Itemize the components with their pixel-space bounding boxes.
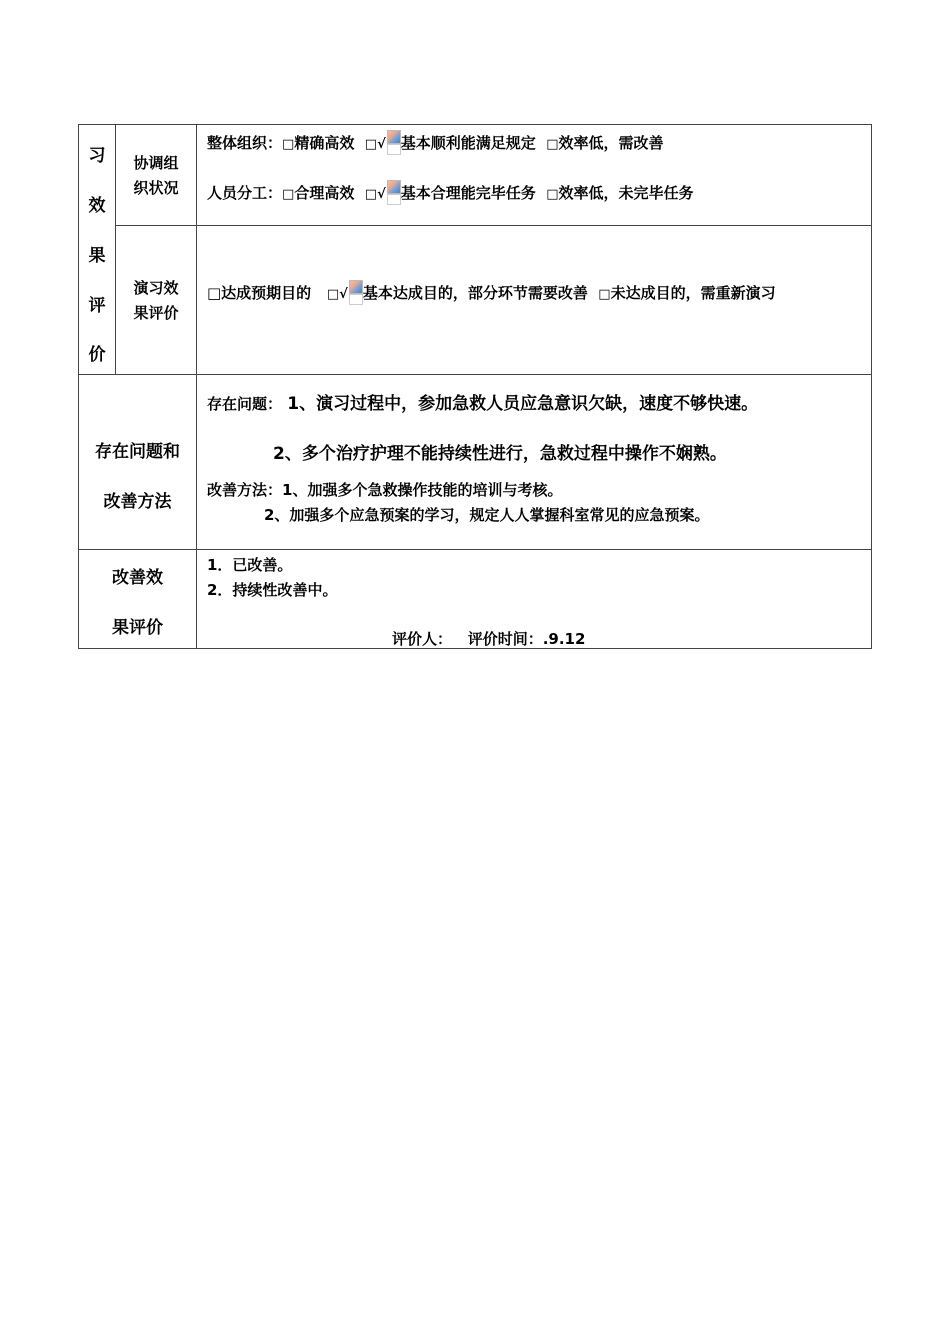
label-line: 织状况 — [133, 179, 179, 197]
staffing-row — [207, 180, 694, 204]
evaluator-line — [392, 628, 585, 649]
drill-effect-row — [207, 280, 776, 304]
evaluation-table — [78, 124, 872, 649]
option-label: 基本达成目的，部分环节需要改善 — [362, 284, 588, 302]
checkbox[interactable]: □ — [598, 287, 611, 302]
label-line: 果评价 — [133, 304, 179, 322]
option-label[interactable]: □达成预期目的 — [207, 284, 312, 302]
checkbox-checked[interactable]: □√ — [326, 287, 348, 302]
problem-line-1 — [207, 389, 758, 414]
row-prefix: 人员分工： — [207, 184, 283, 202]
problems-label — [79, 427, 196, 527]
broken-image-icon — [349, 280, 362, 304]
checkbox[interactable]: □ — [546, 187, 559, 202]
divider — [79, 549, 872, 550]
label-line: 改善效 — [112, 568, 163, 588]
drill-effect-label — [116, 276, 196, 326]
row-prefix: 整体组织： — [207, 134, 283, 152]
label-line: 果评价 — [112, 618, 163, 638]
option-label: 基本顺利能满足规定 — [400, 134, 536, 152]
side-label-char: 评 — [88, 296, 106, 316]
problem-text: 1、演习过程中，参加急救人员应急意识欠缺，速度不够快速。 — [287, 394, 759, 414]
side-label-char: 价 — [88, 345, 106, 365]
option-label: 基本合理能完毕任务 — [400, 184, 536, 202]
side-label-char: 果 — [88, 246, 106, 266]
checkbox[interactable]: □ — [546, 137, 559, 152]
option-label: 效率低，需改善 — [558, 134, 664, 152]
overall-organization-row — [207, 130, 664, 154]
checkbox-checked[interactable]: □√ — [364, 137, 386, 152]
option-label: 精确高效 — [294, 134, 355, 152]
evaluator-label: 评价人： — [392, 630, 453, 648]
improvement-item-2: 2．持续性改善中。 — [207, 581, 338, 599]
divider — [196, 125, 197, 649]
method-text: 1、加强多个急救操作技能的培训与考核。 — [282, 481, 563, 499]
evaluation-time: 评价时间：.9.12 — [467, 630, 586, 648]
problem-line-2: 2、多个治疗护理不能持续性进行，急救过程中操作不娴熟。 — [273, 444, 727, 464]
checkbox[interactable]: □ — [282, 187, 295, 202]
side-label-char: 习 — [88, 146, 106, 166]
option-label: 合理高效 — [294, 184, 355, 202]
side-label-char: 效 — [88, 196, 106, 216]
method-line-1 — [207, 479, 562, 500]
row-prefix: 改善方法： — [207, 481, 283, 499]
coordination-label — [116, 151, 196, 201]
improvement-item-1: 1．已改善。 — [207, 556, 293, 574]
row-prefix: 存在问题： — [207, 395, 283, 413]
option-label: 未达成目的，需重新演习 — [610, 284, 776, 302]
label-line: 改善方法 — [103, 492, 172, 512]
method-line-2: 2、加强多个应急预案的学习，规定人人掌握科室常见的应急预案。 — [264, 506, 710, 524]
label-line: 协调组 — [133, 154, 179, 172]
improvement-label — [79, 553, 196, 653]
checkbox-checked[interactable]: □√ — [364, 187, 386, 202]
broken-image-icon — [387, 130, 400, 154]
option-label: 效率低，未完毕任务 — [558, 184, 694, 202]
label-line: 演习效 — [133, 279, 179, 297]
label-line: 存在问题和 — [95, 442, 180, 462]
divider — [79, 374, 872, 375]
divider — [115, 225, 872, 226]
broken-image-icon — [387, 180, 400, 204]
checkbox[interactable]: □ — [282, 137, 295, 152]
